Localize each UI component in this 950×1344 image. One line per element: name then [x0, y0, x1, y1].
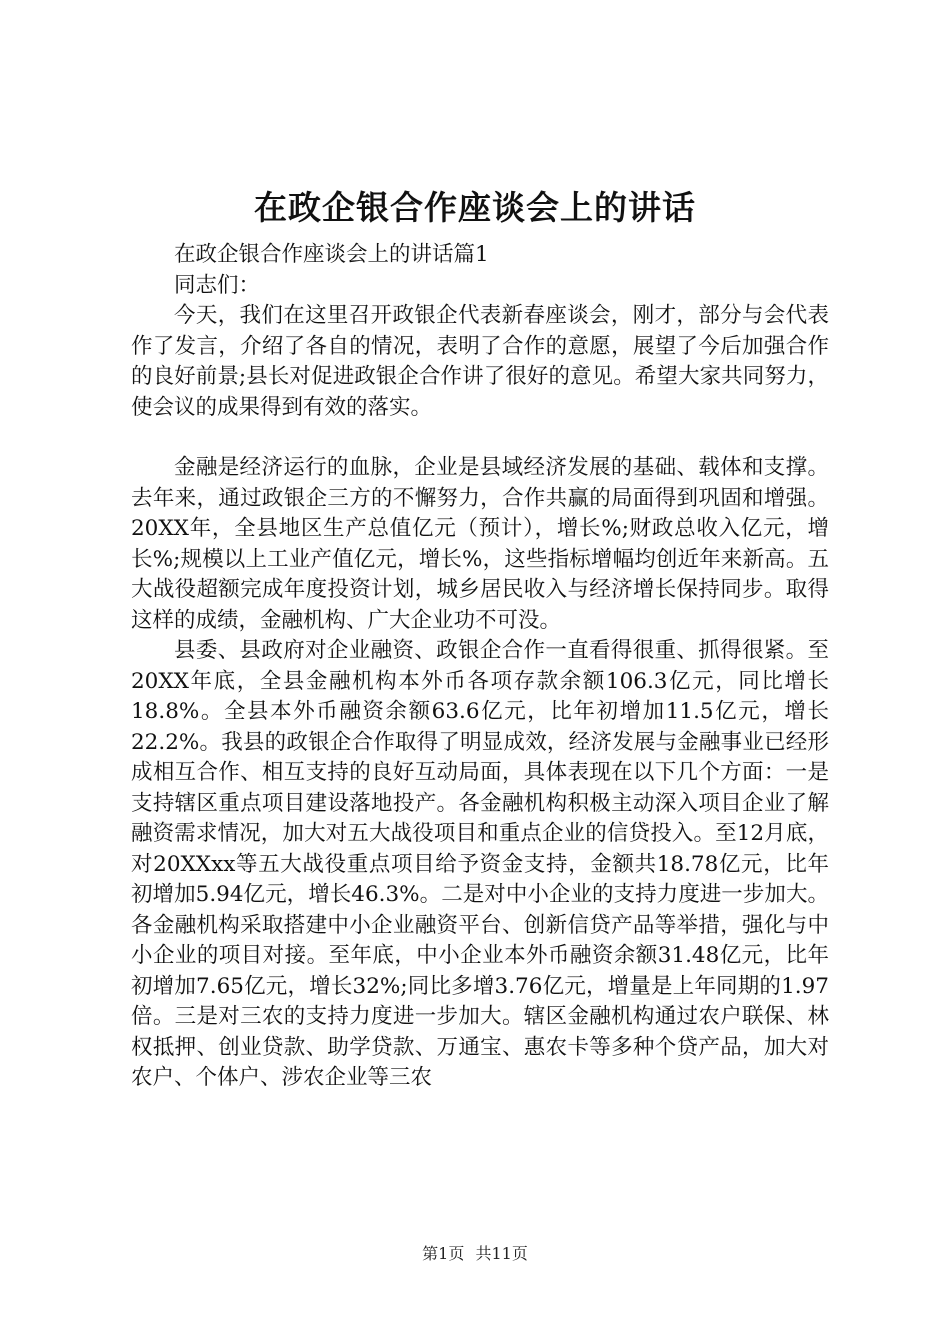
page-footer: [0, 1243, 950, 1265]
paragraph-subtitle: 在政企银合作座谈会上的讲话篇1: [174, 242, 489, 267]
paragraph-opening: 今天，我们在这里召开政银企代表新春座谈会，刚才，部分与会代表作了发言，介绍了各自的情况，表明了合作的意愿，展望了今后加强合作的良好前景;县长对促进政银企合作讲了很好的意见。希望大家共同努力，使会议的成果得到有效的落实。: [131, 303, 829, 420]
paragraph-finance: 金融是经济运行的血脉，企业是县域经济发展的基础、载体和支撑。去年来，通过政银企三方的不懈努力，合作共赢的局面得到巩固和增强。20XX年，全县地区生产总值亿元（预计），增长%;财政总收入亿元，增长%;规模以上工业产值亿元，增长%，这些指标增幅均创近年来新高。五大战役超额完成年度投资计划，城乡居民收入与经济增长保持同步。取得这样的成绩，金融机构、广大企业功不可没。: [131, 455, 829, 633]
document-title: 在政企银合作座谈会上的讲话: [254, 188, 696, 227]
paragraph-salutation: 同志们：: [174, 272, 261, 298]
paragraph-results: 县委、县政府对企业融资、政银企合作一直看得很重、抓得很紧。至20XX年底，全县金融机构本外币各项存款余额106.3亿元，同比增长18.8%。全县本外币融资余额63.6亿元，比年初增加11.5亿元，增长22.2%。我县的政银企合作取得了明显成效，经济发展与金融事业已经形成相互合作、相互支持的良好互动局面，具体表现在以下几个方面：一是支持辖区重点项目建设落地投产。各金融机构积极主动深入项目企业了解融资需求情况，加大对五大战役项目和重点企业的信贷投入。至12月底，对20XXxx等五大战役重点项目给予资金支持，金额共18.78亿元，比年初增加5.94亿元，增长46.3%。二是对中小企业的支持力度进一步加大。各金融机构采取搭建中小企业融资平台、创新信贷产品等举措，强化与中小企业的项目对接。至年底，中小企业本外币融资余额31.48亿元，比年初增加7.65亿元，增长32%;同比多增3.76亿元，增量是上年同期的1.97倍。三是对三农的支持力度进一步加大。辖区金融机构通过农户联保、林权抵押、创业贷款、助学贷款、万通宝、惠农卡等多种个贷产品，加大对农户、个体户、涉农企业等三农: [131, 638, 829, 1090]
page-number: 第1页: [422, 1244, 465, 1263]
document-body: [131, 240, 829, 1094]
page-total: 共11页: [475, 1244, 528, 1263]
